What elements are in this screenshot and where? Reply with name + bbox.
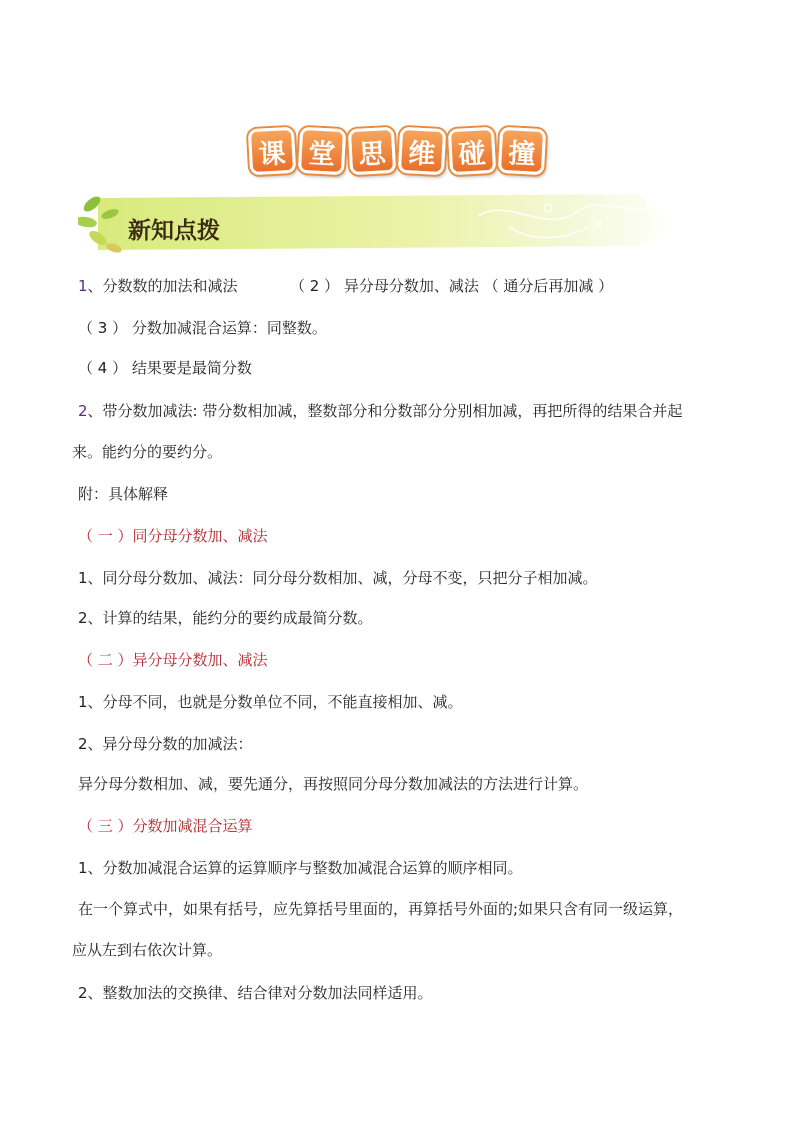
text-line: （ 4 ） 结果要是最简分数	[78, 359, 252, 377]
text-line: 异分母分数相加、减，要先通分，再按照同分母分数加减法的方法进行计算。	[78, 775, 589, 793]
title-char: 课	[248, 127, 296, 175]
text-line: （ 3 ） 分数加减混合运算：同整数。	[78, 319, 327, 337]
text-line: 1、分母不同，也就是分数单位不同，不能直接相加、减。	[78, 693, 463, 711]
text-line: 2、计算的结果，能约分的要约成最简分数。	[78, 609, 373, 627]
text-line: 2、带分数加减法: 带分数相加减，整数部分和分数部分分别相加减，再把所得的结果合并起	[78, 402, 683, 420]
page-title	[0, 128, 794, 174]
text-line: 1、分数加减混合运算的运算顺序与整数加减混合运算的顺序相同。	[78, 859, 523, 877]
title-char: 碰	[448, 127, 496, 175]
text-line: 1、分数数的加法和减法	[78, 277, 238, 295]
title-char: 撞	[498, 127, 546, 175]
text-line: 1、同分母分数加、减法：同分母分数相加、减，分母不变，只把分子相加减。	[78, 569, 598, 587]
text-line: 在一个算式中，如果有括号，应先算括号里面的，再算括号外面的;如果只含有同一级运算，	[78, 900, 684, 918]
text-line: 来。能约分的要约分。	[72, 443, 223, 461]
title-char: 维	[398, 127, 446, 175]
text-line: 应从左到右依次计算。	[72, 941, 223, 959]
section-heading: （ 一 ）同分母分数加、减法	[78, 527, 268, 545]
section-title: 新知点拨	[128, 218, 220, 244]
text-line: 2、整数加法的交换律、结合律对分数加法同样适用。	[78, 984, 433, 1002]
title-char: 堂	[298, 127, 346, 175]
section-heading: （ 二 ）异分母分数加、减法	[78, 651, 268, 669]
text-line: 2、异分母分数的加减法：	[78, 735, 253, 753]
title-char: 思	[348, 127, 396, 175]
text-line: （ 2 ） 异分母分数加、减法 （ 通分后再加减 ）	[290, 277, 614, 295]
text-line: 附：具体解释	[78, 485, 169, 503]
section-heading: （ 三 ）分数加减混合运算	[78, 817, 253, 835]
